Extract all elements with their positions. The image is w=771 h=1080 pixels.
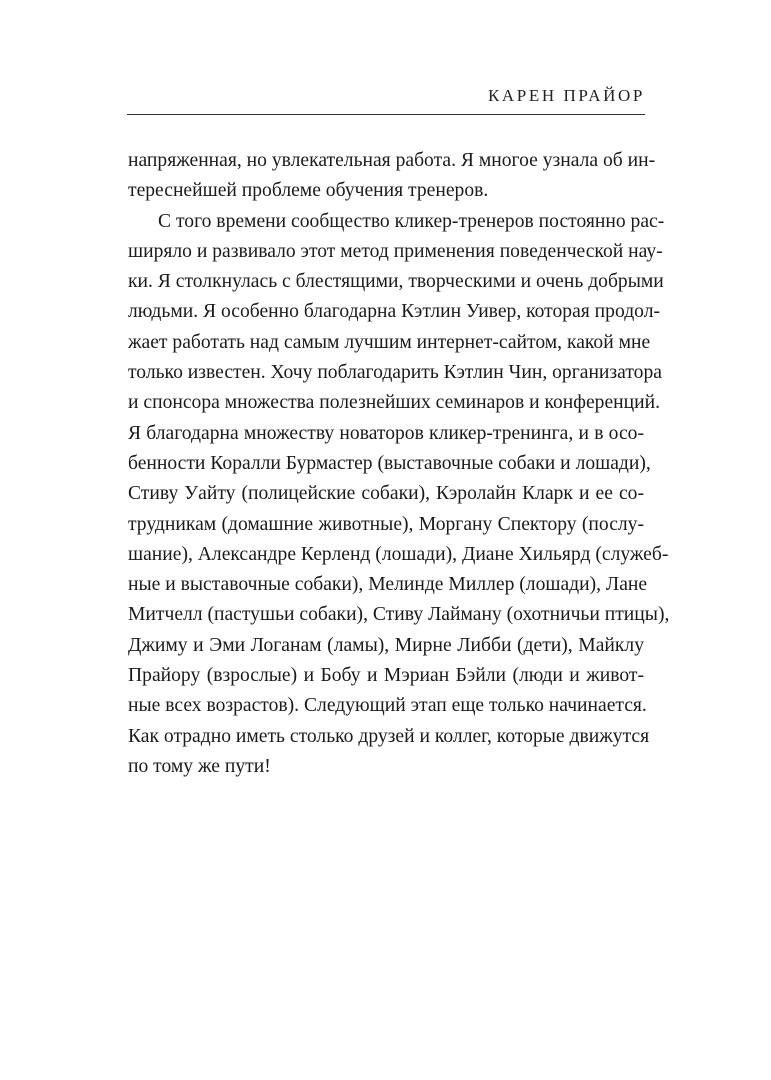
text-line: ные и выставочные собаки), Мелинде Миллер (лошади), Лане bbox=[128, 574, 648, 596]
text-line: и спонсора множества полезнейших семинаров и конференций. bbox=[128, 392, 661, 414]
running-head: КАРЕН ПРАЙОР bbox=[487, 86, 645, 105]
text-line: ки. Я столкнулась с блестящими, творческими и очень добрыми bbox=[128, 271, 664, 293]
body-text bbox=[128, 146, 670, 782]
text-line: С того времени сообщество кликер-тренеров постоянно рас- bbox=[158, 210, 665, 232]
text-line: тереснейшей проблеме обучения тренеров. bbox=[128, 180, 489, 202]
text-line: Я благодарна множеству новаторов кликер-тренинга, и в осо- bbox=[128, 422, 644, 444]
text-line: Как отрадно иметь столько друзей и коллег, которые движутся bbox=[128, 725, 650, 747]
text-line: только известен. Хочу поблагодарить Кэтлин Чин, организатора bbox=[128, 362, 662, 384]
text-line: напряженная, но увлекательная работа. Я многое узнала об ин- bbox=[128, 150, 656, 171]
text-line: бенности Коралли Бурмастер (выставочные собаки и лошади), bbox=[128, 452, 651, 474]
text-line: Стиву Уайту (полицейские собаки), Кэролайн Кларк и ее со- bbox=[128, 483, 644, 505]
text-line: жает работать над самым лучшим интернет-сайтом, какой мне bbox=[128, 331, 651, 353]
text-line: Джиму и Эми Логанам (ламы), Мирне Либби (дети), Майклу bbox=[128, 634, 644, 656]
text-line: Прайору (взрослые) и Бобу и Мэриан Бэйли (люди и живот- bbox=[128, 665, 644, 687]
text-line: ные всех возрастов). Следующий этап еще только начинается. bbox=[128, 695, 647, 717]
text-line: Митчелл (пастушьи собаки), Стиву Лайману (охотничьи птицы), bbox=[128, 604, 670, 626]
header-rule bbox=[127, 114, 645, 115]
text-line: по тому же пути! bbox=[128, 755, 271, 777]
text-line: ширяло и развивало этот метод применения поведенческой нау- bbox=[128, 240, 663, 262]
text-line: шание), Александре Керленд (лошади), Диане Хильярд (служеб- bbox=[128, 543, 669, 565]
text-line: трудникам (домашние животные), Моргану Спектору (послу- bbox=[128, 513, 644, 535]
text-line: людьми. Я особенно благодарна Кэтлин Уивер, которая продол- bbox=[128, 301, 661, 323]
